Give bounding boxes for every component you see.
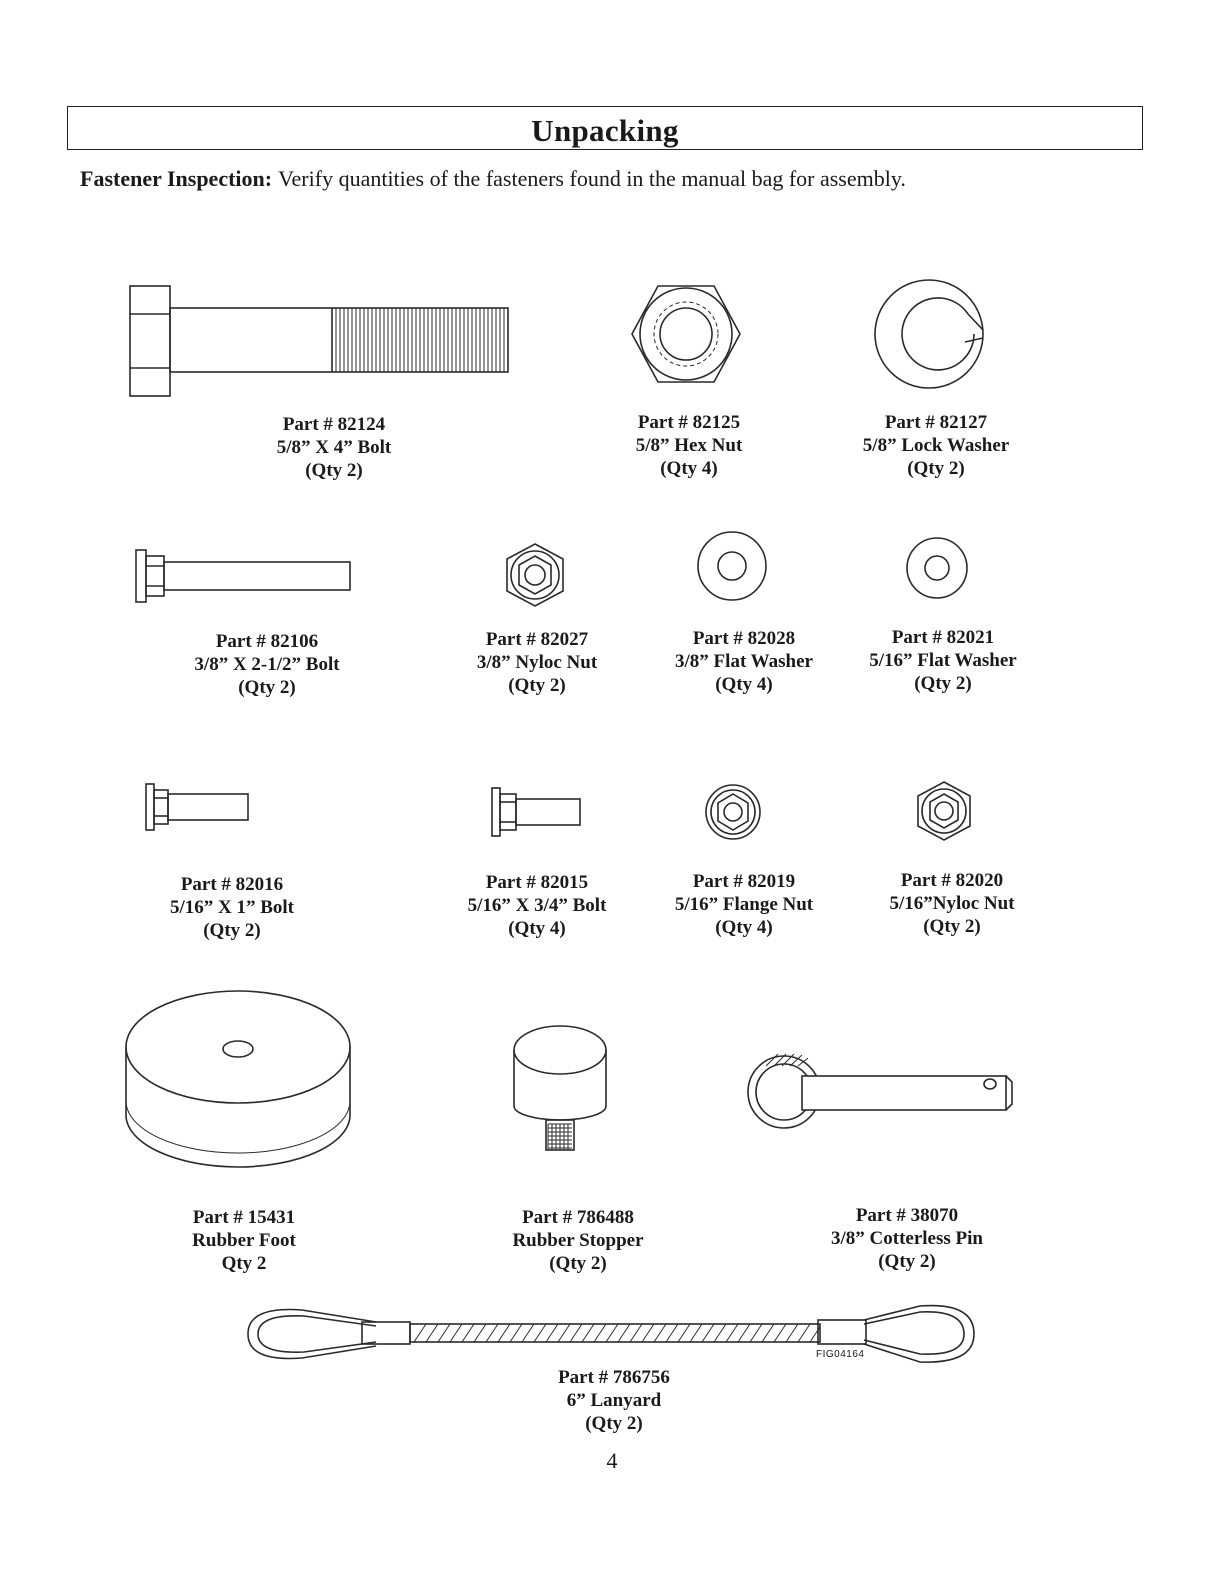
part-number: Part # 82127 bbox=[884, 412, 988, 433]
part-label bbox=[832, 869, 1072, 938]
nyloc-nut-icon bbox=[915, 780, 973, 842]
part-qty: (Qty 2) bbox=[914, 673, 972, 694]
rubber-stopper-icon bbox=[508, 1022, 612, 1154]
part-name: 5/8” X 4” Bolt bbox=[276, 437, 392, 458]
part-qty: (Qty 2) bbox=[549, 1253, 607, 1274]
part-label bbox=[569, 411, 809, 480]
part-label bbox=[417, 628, 657, 697]
lanyard-icon bbox=[244, 1300, 980, 1368]
part-qty: (Qty 4) bbox=[715, 674, 773, 695]
part-qty: (Qty 2) bbox=[238, 677, 296, 698]
page-number: 4 bbox=[606, 1448, 618, 1473]
section-header bbox=[67, 106, 1143, 150]
part-name: 3/8” Flat Washer bbox=[675, 651, 813, 672]
part-number: Part # 82015 bbox=[485, 872, 589, 893]
part-label bbox=[624, 870, 864, 939]
flange-bolt-icon bbox=[490, 786, 584, 838]
part-number: Part # 82016 bbox=[180, 874, 284, 895]
part-qty: (Qty 4) bbox=[715, 917, 773, 938]
part-number: Part # 786756 bbox=[558, 1367, 670, 1388]
part-label bbox=[214, 413, 454, 482]
part-name: 5/16” Flat Washer bbox=[869, 650, 1017, 671]
rubber-foot-icon bbox=[122, 985, 354, 1181]
part-number: Part # 82021 bbox=[891, 627, 995, 648]
part-label bbox=[494, 1366, 734, 1435]
page-title: Unpacking bbox=[531, 113, 679, 148]
part-label bbox=[787, 1204, 1027, 1273]
flat-washer-icon bbox=[905, 536, 969, 600]
part-number: Part # 15431 bbox=[192, 1207, 296, 1228]
intro-text: Verify quantities of the fasteners found in the manual bag for assembly. bbox=[278, 166, 906, 191]
flange-bolt-icon bbox=[144, 782, 252, 832]
part-name: 5/8” Hex Nut bbox=[635, 435, 743, 456]
part-label bbox=[124, 1206, 364, 1275]
part-name: Rubber Stopper bbox=[512, 1230, 644, 1251]
part-qty: (Qty 2) bbox=[878, 1251, 936, 1272]
intro-paragraph bbox=[80, 166, 906, 192]
flange-bolt-icon bbox=[134, 546, 354, 606]
part-number: Part # 82125 bbox=[637, 412, 741, 433]
part-number: Part # 82106 bbox=[215, 631, 319, 652]
hex-bolt-icon bbox=[128, 284, 512, 398]
part-name: 5/16”Nyloc Nut bbox=[889, 893, 1015, 914]
part-name: 5/16” X 3/4” Bolt bbox=[467, 895, 607, 916]
part-label bbox=[458, 1206, 698, 1275]
part-label bbox=[823, 626, 1063, 695]
part-name: 5/16” Flange Nut bbox=[674, 894, 814, 915]
part-name: 3/8” Cotterless Pin bbox=[831, 1228, 983, 1249]
part-qty: (Qty 2) bbox=[508, 675, 566, 696]
cotterless-pin-icon bbox=[744, 1050, 1018, 1132]
part-qty: (Qty 2) bbox=[585, 1413, 643, 1434]
part-qty: (Qty 4) bbox=[508, 918, 566, 939]
lock-washer-icon bbox=[872, 278, 986, 390]
part-number: Part # 38070 bbox=[855, 1205, 959, 1226]
flange-nut-icon bbox=[703, 782, 763, 842]
part-name: 3/8” X 2-1/2” Bolt bbox=[194, 654, 340, 675]
hex-nut-icon bbox=[630, 284, 742, 384]
part-qty: (Qty 2) bbox=[923, 916, 981, 937]
part-name: 6” Lanyard bbox=[566, 1390, 662, 1411]
part-number: Part # 82027 bbox=[485, 629, 589, 650]
part-number: Part # 82020 bbox=[900, 870, 1004, 891]
nyloc-nut-icon bbox=[503, 542, 567, 608]
part-name: 3/8” Nyloc Nut bbox=[476, 652, 598, 673]
part-label bbox=[147, 630, 387, 699]
part-qty: (Qty 2) bbox=[203, 920, 261, 941]
intro-lead: Fastener Inspection: bbox=[80, 166, 273, 191]
part-qty: (Qty 2) bbox=[907, 458, 965, 479]
part-qty: (Qty 4) bbox=[660, 458, 718, 479]
part-number: Part # 786488 bbox=[522, 1207, 634, 1228]
part-qty: (Qty 2) bbox=[305, 460, 363, 481]
part-number: Part # 82019 bbox=[692, 871, 796, 892]
part-name: 5/16” X 1” Bolt bbox=[169, 897, 295, 918]
part-number: Part # 82028 bbox=[692, 628, 796, 649]
part-name: Rubber Foot bbox=[192, 1230, 296, 1251]
part-number: Part # 82124 bbox=[282, 414, 386, 435]
part-name: 5/8” Lock Washer bbox=[862, 435, 1010, 456]
part-label bbox=[417, 871, 657, 940]
part-qty: Qty 2 bbox=[221, 1253, 267, 1274]
part-label bbox=[816, 411, 1056, 480]
part-label bbox=[112, 873, 352, 942]
figure-code: FIG04164 bbox=[816, 1349, 865, 1360]
flat-washer-icon bbox=[696, 530, 768, 602]
